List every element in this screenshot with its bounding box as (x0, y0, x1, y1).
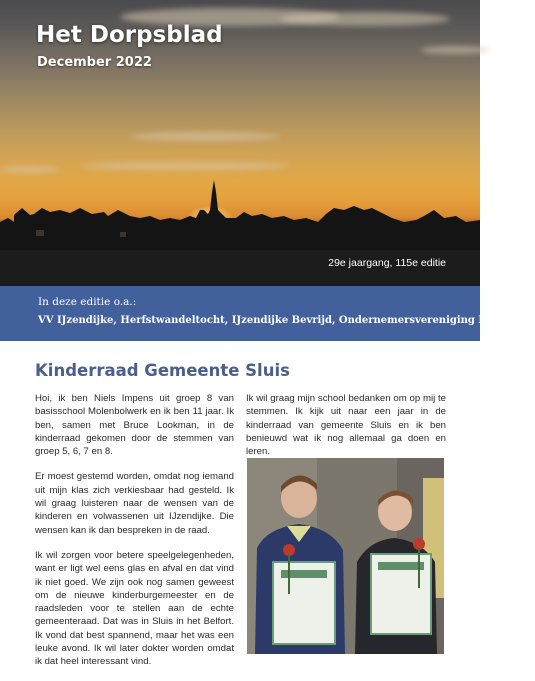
article-title: Kinderraad Gemeente Sluis (35, 361, 290, 380)
article-paragraph: Er moest gestemd worden, omdat nog iemand uit mijn klas zich verkiesbaar had gesteld. Ik wil graag luisteren naar de wensen van de kinderen en volwassenen uit IJzendijke. Die wensen kan ik dan bespreken in de raad. (35, 471, 234, 536)
cover-photo (0, 0, 480, 286)
contents-band (0, 286, 535, 341)
article-photo (247, 458, 444, 654)
article-paragraph: Hoi, ik ben Niels Impens uit groep 8 van basisschool Molenbolwerk en ik ben 11 jaar. Ik ben, samen met Bruce Lookman, in de kinderraad gekomen door de stemmen van groep 5, 6, 7 en 8. (35, 393, 234, 458)
article-paragraph: Ik wil graag mijn school bedanken om op mij te stemmen. Ik kijk uit naar een jaar in de kinderraad van gemeente Sluis en ik ben benieuwd wat ik nog allemaal ga doen en leren. (246, 393, 446, 458)
article-paragraph: Ik wil zorgen voor betere speelgelegenheden, want er ligt wel eens glas en afval en dat vind ik niet goed. We zijn ook nog samen geweest om de nieuwe kinderburgemeester en de raadsleden voor te stellen aan de echte gemeenteraad. Dat was in Sluis in het Belfort. Ik vond dat best spannend, maar het was een leuke avond. Ik wil later dokter worden omdat ik dat heel interessant vind. (35, 549, 234, 668)
issue-date: December 2022 (37, 55, 152, 70)
article-column-left (35, 392, 234, 681)
contents-label: In deze editie o.a.: (38, 296, 137, 308)
cloud (80, 162, 290, 170)
edition-info: 29e jaargang, 115e editie (328, 257, 446, 269)
contents-topics: VV IJzendijke, Herfstwandeltocht, IJzendijke Bevrijd, Ondernemersvereniging IJzendijke (38, 315, 535, 326)
two-boys-with-certificates-image (247, 458, 444, 654)
cloud (130, 132, 280, 141)
cloud (280, 12, 450, 26)
cloud (420, 46, 490, 54)
newsletter-title: Het Dorpsblad (36, 22, 223, 48)
